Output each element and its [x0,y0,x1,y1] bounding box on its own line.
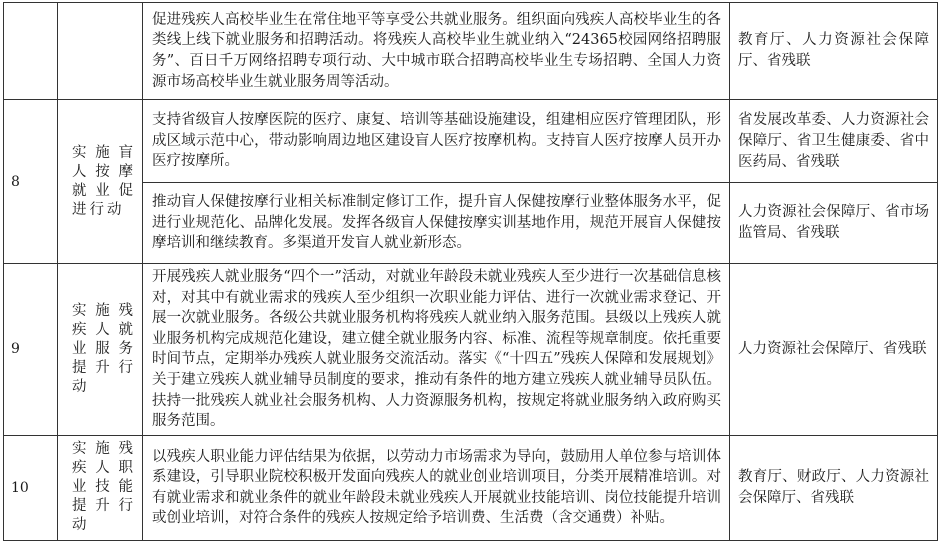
table-row [4,100,938,183]
item-name: 实施残疾人职业技能提升行动 [72,441,136,534]
task-text: 推动盲人保健按摩行业相关标准制定修订工作，提升盲人保健按摩行业整体服务水平，促进行业规范化、品牌化发展。发挥各级盲人保健按摩实训基地作用，规范开展盲人保健按摩培训和继续教育。多渠道开发盲人就业新形态。 [152,194,721,252]
item-number-cell [4,435,58,540]
department-cell [730,264,938,436]
department-text: 教育厅、人力资源社会保障厅、省残联 [738,32,929,69]
task-cell [143,3,730,100]
table-row [4,183,938,264]
item-number: 8 [11,173,20,190]
item-number-cell [4,3,58,100]
item-number: 10 [11,479,29,496]
task-cell [143,435,730,540]
task-text: 支持省级盲人按摩医院的医疗、康复、培训等基础设施建设，组建相应医疗管理团队，形成区域示范中心，带动影响周边地区建设盲人医疗按摩机构。支持盲人医疗按摩人员开办医疗按摩所。 [152,112,721,170]
task-cell [143,100,730,183]
table-row [4,264,938,436]
task-text: 开展残疾人就业服务“四个一”活动，对就业年龄段未就业残疾人至少进行一次基础信息核对，对其中有就业需求的残疾人至少组织一次职业能力评估、进行一次就业需求登记、开展一次就业服务。各级公共就业服务机构将残疾人就业纳入服务范围。县级以上残疾人就业服务机构完成规范化建设，建立健全就业服务内容、标准、流程等规章制度。依托重要时间节点，定期举办残疾人就业服务交流活动。落实《“十四五”残疾人保障和发展规划》关于建立残疾人就业辅导员制度的要求，推动有条件的地方建立残疾人就业辅导员队伍。扶持一批残疾人就业社会服务机构、人力资源服务机构，按规定将就业服务纳入政府购买服务范围。 [152,269,721,430]
department-text: 人力资源社会保障厅、省市场监管局、省残联 [738,204,929,241]
item-number-cell [4,264,58,436]
task-text: 促进残疾人高校毕业生在常住地平等享受公共就业服务。组织面向残疾人高校毕业生的各类线上线下就业服务和招聘活动。将残疾人高校毕业生就业纳入“24365校园网络招聘服务”、百日千万网络招聘专项行动、大中城市联合招聘高校毕业生专场招聘、全国人力资源市场高校毕业生就业服务周等活动。 [152,11,721,90]
department-cell [730,183,938,264]
department-text: 教育厅、财政厅、人力资源社会保障厅、省残联 [738,468,929,506]
policy-table [3,2,938,541]
task-cell [143,183,730,264]
department-text: 省发展改革委、人力资源社会保障厅、省卫生健康委、省中医药局、省残联 [738,111,929,170]
department-cell [730,100,938,183]
department-cell [730,3,938,100]
item-name-cell [58,3,143,100]
item-name-cell [58,264,143,436]
item-number: 9 [11,341,20,358]
task-text: 以残疾人职业能力评估结果为依据，以劳动力市场需求为导向，鼓励用人单位参与培训体系建设，引导职业院校积极开发面向残疾人的就业创业培训项目，分类开展精准培训。对有就业需求和就业条件的就业年龄段未就业残疾人开展就业技能培训、岗位技能提升培训或创业培训，对符合条件的残疾人按规定给予培训费、生活费（含交通费）补贴。 [152,448,721,527]
department-cell [730,435,938,540]
table-row [4,435,938,540]
department-text: 人力资源社会保障厅、省残联 [738,340,927,357]
table-row [4,3,938,100]
item-name-cell [58,100,143,264]
item-number-cell [4,100,58,264]
item-name-cell [58,435,143,540]
item-name: 实施盲人按摩就业促进行动 [72,144,136,218]
item-name: 实施残疾人就业服务提升行动 [72,302,136,395]
task-cell [143,264,730,436]
